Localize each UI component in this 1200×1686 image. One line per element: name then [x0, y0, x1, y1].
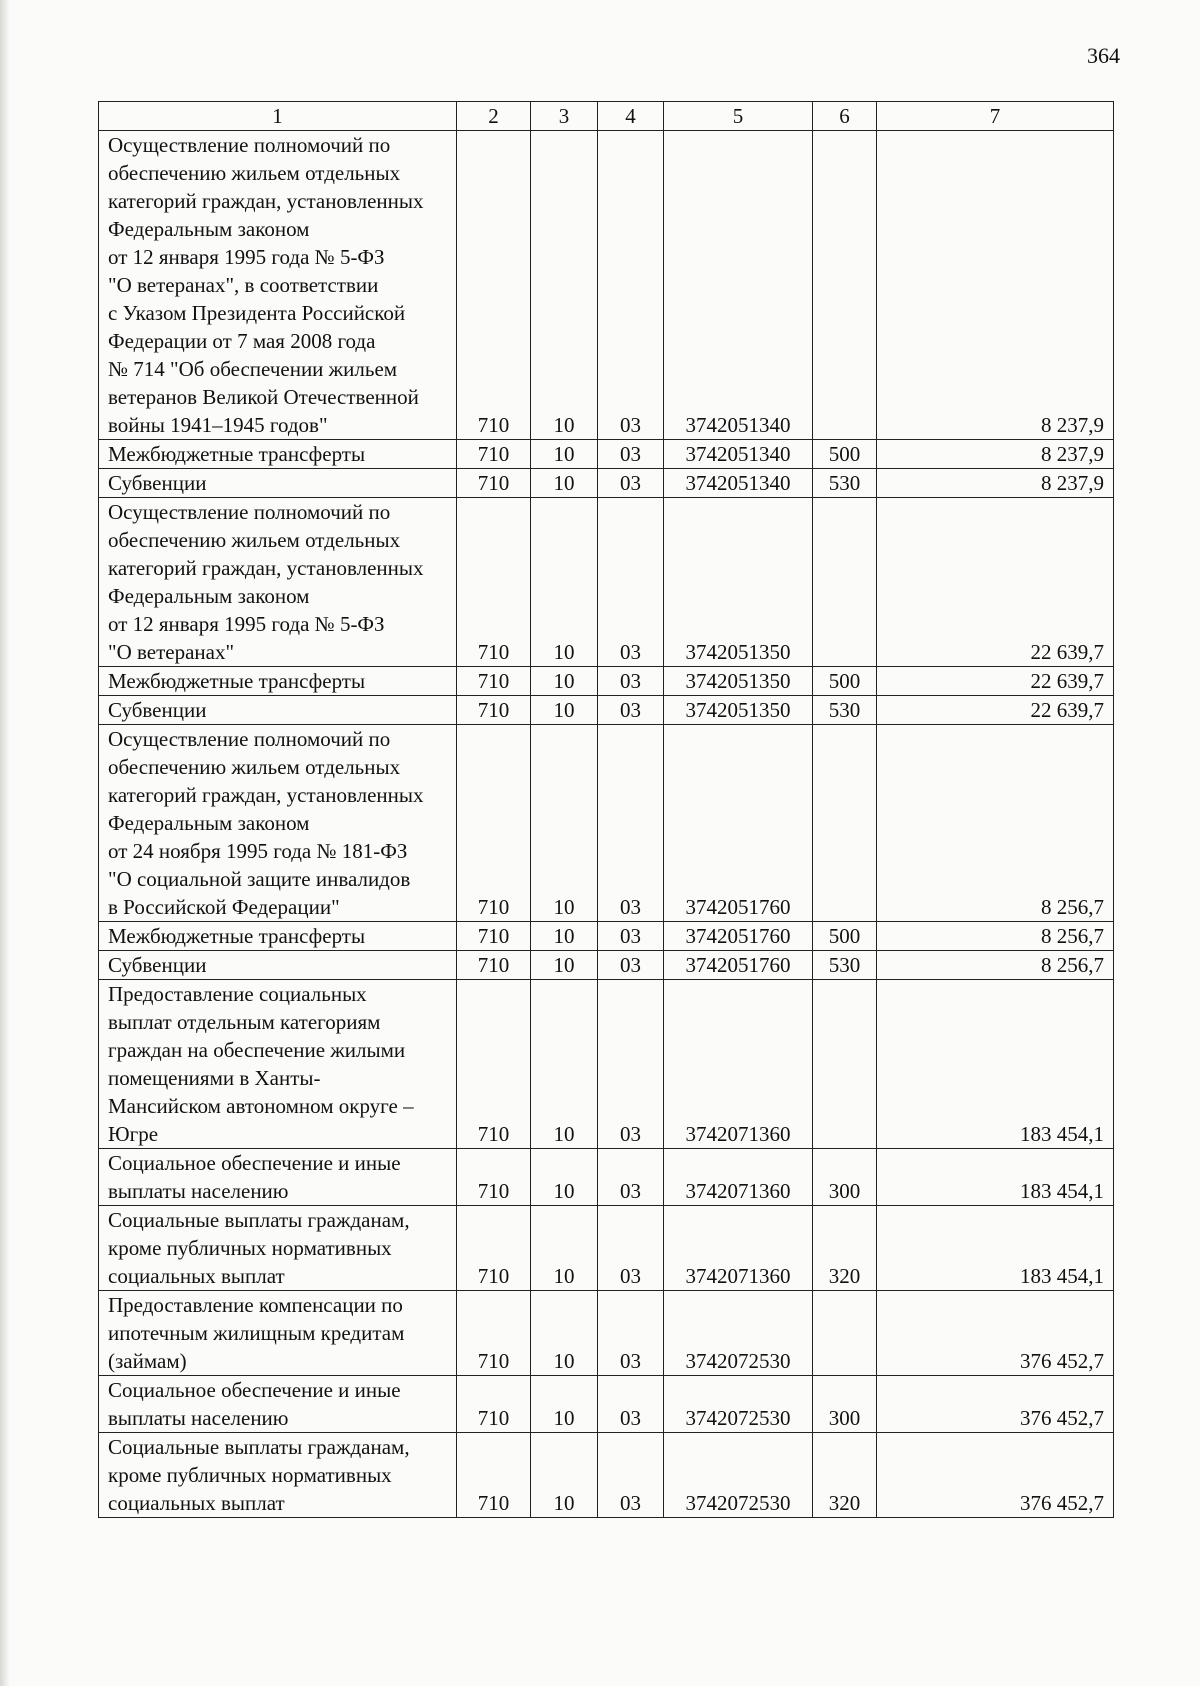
section-code-cell: 710: [457, 667, 531, 696]
chapter-code-cell: 10: [531, 922, 598, 951]
amount-cell: 376 452,7: [877, 1376, 1114, 1433]
target-article-cell: 3742051350: [664, 696, 813, 725]
amount-cell: 376 452,7: [877, 1433, 1114, 1518]
chapter-code-cell: 10: [531, 1376, 598, 1433]
subsection-code-cell: 03: [598, 667, 664, 696]
amount-cell: 8 237,9: [877, 469, 1114, 498]
expense-type-cell: 320: [813, 1206, 877, 1291]
row-name-cell: Социальные выплаты гражданам, кроме публичных нормативных социальных выплат: [99, 1433, 457, 1518]
chapter-code-cell: 10: [531, 725, 598, 922]
subsection-code-cell: 03: [598, 1376, 664, 1433]
table-row: [99, 469, 1114, 498]
target-article-cell: 3742072530: [664, 1376, 813, 1433]
amount-cell: 22 639,7: [877, 696, 1114, 725]
amount-cell: 183 454,1: [877, 1149, 1114, 1206]
row-name-cell: Субвенции: [99, 696, 457, 725]
target-article-cell: 3742071360: [664, 1206, 813, 1291]
row-name-cell: Субвенции: [99, 951, 457, 980]
section-code-cell: 710: [457, 725, 531, 922]
amount-cell: 183 454,1: [877, 1206, 1114, 1291]
target-article-cell: 3742051350: [664, 498, 813, 667]
section-code-cell: 710: [457, 951, 531, 980]
table-row: [99, 131, 1114, 440]
target-article-cell: 3742051340: [664, 131, 813, 440]
amount-cell: 22 639,7: [877, 498, 1114, 667]
target-article-cell: 3742051350: [664, 667, 813, 696]
chapter-code-cell: 10: [531, 440, 598, 469]
section-code-cell: 710: [457, 469, 531, 498]
table-row: [99, 1376, 1114, 1433]
expense-type-cell: [813, 1291, 877, 1376]
expense-type-cell: [813, 980, 877, 1149]
chapter-code-cell: 10: [531, 498, 598, 667]
subsection-code-cell: 03: [598, 1291, 664, 1376]
target-article-cell: 3742051760: [664, 725, 813, 922]
header-cell-4: 4: [598, 102, 664, 131]
expense-type-cell: 320: [813, 1433, 877, 1518]
expense-type-cell: 530: [813, 696, 877, 725]
chapter-code-cell: 10: [531, 131, 598, 440]
row-name-cell: Предоставление социальных выплат отдельным категориям граждан на обеспечение жилыми помещениями в Ханты- Мансийском автономном округе – Югре: [99, 980, 457, 1149]
section-code-cell: 710: [457, 922, 531, 951]
expense-type-cell: 500: [813, 667, 877, 696]
row-name-cell: Межбюджетные трансферты: [99, 922, 457, 951]
chapter-code-cell: 10: [531, 667, 598, 696]
chapter-code-cell: 10: [531, 951, 598, 980]
amount-cell: 8 256,7: [877, 922, 1114, 951]
subsection-code-cell: 03: [598, 469, 664, 498]
subsection-code-cell: 03: [598, 951, 664, 980]
row-name-cell: Осуществление полномочий по обеспечению жильем отдельных категорий граждан, установленных Федеральным законом от 12 января 1995 года № 5-ФЗ "О ветеранах", в соответствии с Указом Президента Российской Федерации от 7 мая 2008 года № 714 "Об обеспечении жильем ветеранов Великой Отечественной войны 1941–1945 годов": [99, 131, 457, 440]
expense-type-cell: 300: [813, 1376, 877, 1433]
header-cell-5: 5: [664, 102, 813, 131]
amount-cell: 8 237,9: [877, 440, 1114, 469]
table-row: [99, 951, 1114, 980]
expense-type-cell: 300: [813, 1149, 877, 1206]
subsection-code-cell: 03: [598, 440, 664, 469]
table-header-row: [99, 102, 1114, 131]
subsection-code-cell: 03: [598, 1149, 664, 1206]
header-cell-1: 1: [99, 102, 457, 131]
row-name-cell: Межбюджетные трансферты: [99, 667, 457, 696]
table-row: [99, 498, 1114, 667]
table-body: [99, 102, 1114, 1518]
header-cell-3: 3: [531, 102, 598, 131]
row-name-cell: Осуществление полномочий по обеспечению жильем отдельных категорий граждан, установленных Федеральным законом от 24 ноября 1995 года № 181-ФЗ "О социальной защите инвалидов в Российской Федерации": [99, 725, 457, 922]
subsection-code-cell: 03: [598, 696, 664, 725]
header-cell-6: 6: [813, 102, 877, 131]
section-code-cell: 710: [457, 696, 531, 725]
subsection-code-cell: 03: [598, 1433, 664, 1518]
page-number: 364: [1087, 43, 1120, 68]
row-name-cell: Субвенции: [99, 469, 457, 498]
section-code-cell: 710: [457, 1149, 531, 1206]
target-article-cell: 3742051340: [664, 469, 813, 498]
table-row: [99, 922, 1114, 951]
subsection-code-cell: 03: [598, 922, 664, 951]
table-row: [99, 696, 1114, 725]
chapter-code-cell: 10: [531, 696, 598, 725]
section-code-cell: 710: [457, 440, 531, 469]
amount-cell: 183 454,1: [877, 980, 1114, 1149]
row-name-cell: Предоставление компенсации по ипотечным жилищным кредитам (займам): [99, 1291, 457, 1376]
amount-cell: 22 639,7: [877, 667, 1114, 696]
chapter-code-cell: 10: [531, 980, 598, 1149]
target-article-cell: 3742051760: [664, 922, 813, 951]
expense-type-cell: [813, 131, 877, 440]
amount-cell: 376 452,7: [877, 1291, 1114, 1376]
section-code-cell: 710: [457, 1291, 531, 1376]
section-code-cell: 710: [457, 498, 531, 667]
expense-type-cell: 500: [813, 440, 877, 469]
subsection-code-cell: 03: [598, 498, 664, 667]
subsection-code-cell: 03: [598, 1206, 664, 1291]
table-row: [99, 440, 1114, 469]
chapter-code-cell: 10: [531, 469, 598, 498]
row-name-cell: Осуществление полномочий по обеспечению жильем отдельных категорий граждан, установленных Федеральным законом от 12 января 1995 года № 5-ФЗ "О ветеранах": [99, 498, 457, 667]
header-cell-7: 7: [877, 102, 1114, 131]
expense-type-cell: [813, 498, 877, 667]
expense-type-cell: [813, 725, 877, 922]
section-code-cell: 710: [457, 1376, 531, 1433]
table-row: [99, 725, 1114, 922]
expense-type-cell: 530: [813, 469, 877, 498]
target-article-cell: 3742072530: [664, 1291, 813, 1376]
budget-table: [98, 101, 1114, 1518]
expense-type-cell: 500: [813, 922, 877, 951]
row-name-cell: Социальное обеспечение и иные выплаты населению: [99, 1376, 457, 1433]
section-code-cell: 710: [457, 131, 531, 440]
table-row: [99, 1291, 1114, 1376]
table-row: [99, 1433, 1114, 1518]
table-row: [99, 980, 1114, 1149]
amount-cell: 8 256,7: [877, 951, 1114, 980]
amount-cell: 8 237,9: [877, 131, 1114, 440]
section-code-cell: 710: [457, 1206, 531, 1291]
expense-type-cell: 530: [813, 951, 877, 980]
chapter-code-cell: 10: [531, 1206, 598, 1291]
row-name-cell: Межбюджетные трансферты: [99, 440, 457, 469]
section-code-cell: 710: [457, 1433, 531, 1518]
section-code-cell: 710: [457, 980, 531, 1149]
row-name-cell: Социальное обеспечение и иные выплаты населению: [99, 1149, 457, 1206]
chapter-code-cell: 10: [531, 1433, 598, 1518]
target-article-cell: 3742071360: [664, 980, 813, 1149]
row-name-cell: Социальные выплаты гражданам, кроме публичных нормативных социальных выплат: [99, 1206, 457, 1291]
chapter-code-cell: 10: [531, 1149, 598, 1206]
target-article-cell: 3742071360: [664, 1149, 813, 1206]
chapter-code-cell: 10: [531, 1291, 598, 1376]
scan-edge: [0, 0, 10, 1686]
subsection-code-cell: 03: [598, 725, 664, 922]
target-article-cell: 3742051340: [664, 440, 813, 469]
subsection-code-cell: 03: [598, 980, 664, 1149]
table-row: [99, 1149, 1114, 1206]
amount-cell: 8 256,7: [877, 725, 1114, 922]
table-row: [99, 667, 1114, 696]
subsection-code-cell: 03: [598, 131, 664, 440]
table-row: [99, 1206, 1114, 1291]
target-article-cell: 3742072530: [664, 1433, 813, 1518]
header-cell-2: 2: [457, 102, 531, 131]
target-article-cell: 3742051760: [664, 951, 813, 980]
